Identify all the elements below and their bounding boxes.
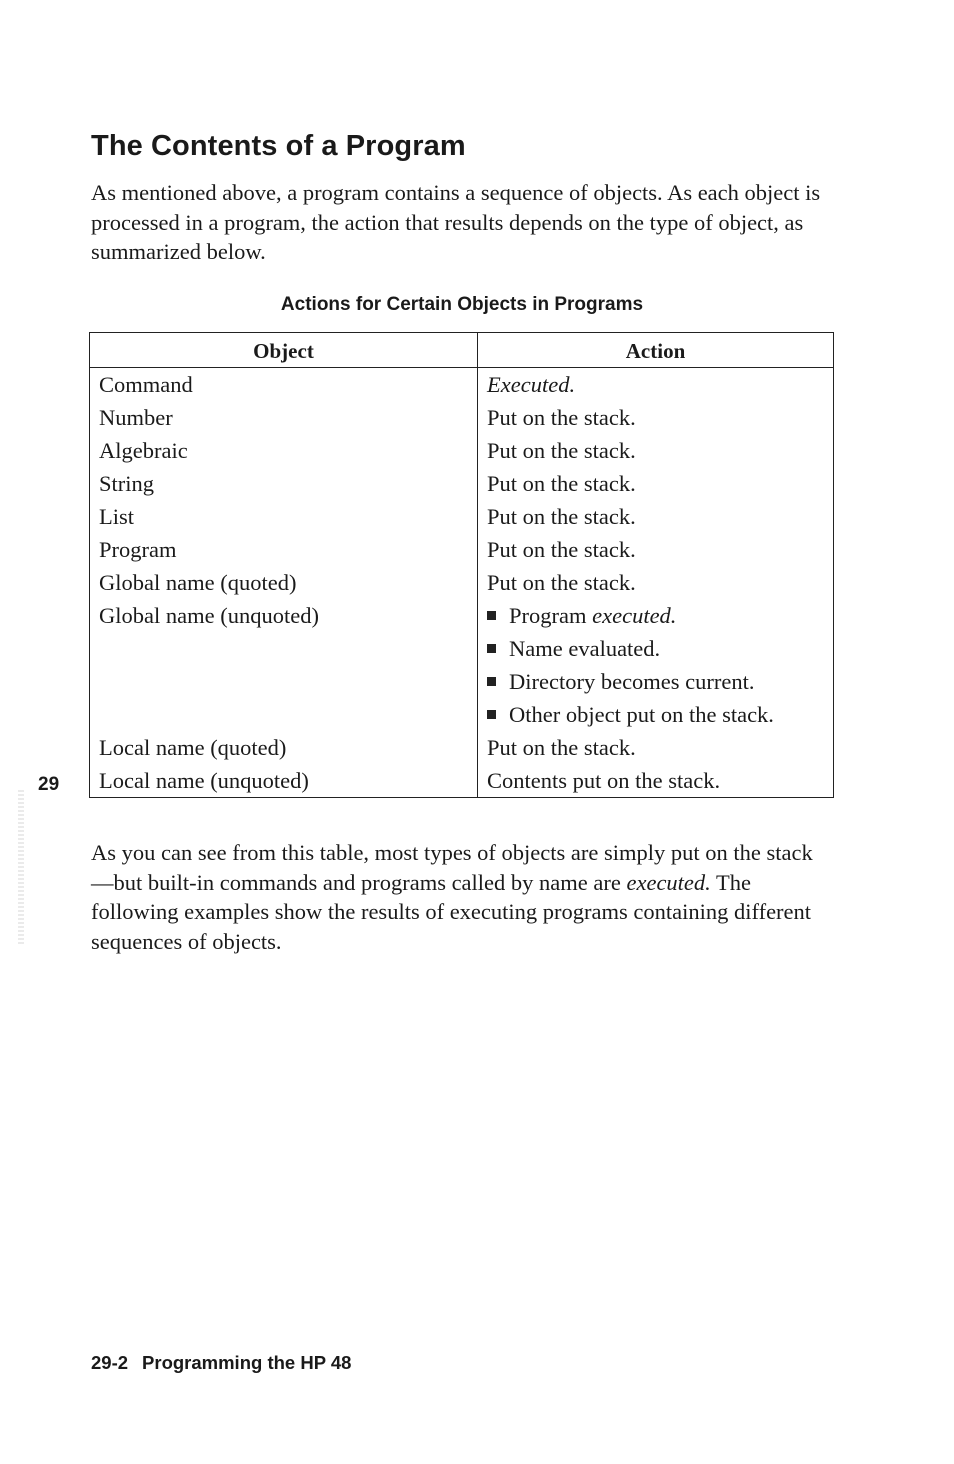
action-cell: Put on the stack. — [487, 405, 636, 430]
footer-page-number: 29-2 — [91, 1352, 129, 1373]
table-row — [90, 731, 834, 764]
closing-text-after: The following examples show the results of executing programs containing different sequences of objects. — [91, 869, 812, 954]
object-cell: Number — [90, 401, 478, 434]
table-header-row — [90, 333, 834, 368]
action-cell: Put on the stack. — [487, 471, 636, 496]
object-cell: Global name (unquoted) — [90, 599, 478, 731]
object-cell: List — [90, 500, 478, 533]
closing-paragraph — [91, 838, 831, 956]
page-edge-shading — [18, 790, 24, 945]
object-cell: Local name (quoted) — [90, 731, 478, 764]
table-row — [90, 533, 834, 566]
action-column-header: Action — [478, 333, 834, 368]
action-bullet-item — [487, 665, 825, 698]
square-bullet-icon — [487, 710, 496, 719]
footer-title: Programming the HP 48 — [142, 1352, 352, 1373]
intro-paragraph: As mentioned above, a program contains a sequence of objects. As each object is processed in a program, the action that results depends on the type of object, as summarized below. — [91, 180, 821, 264]
object-column-header: Object — [90, 333, 478, 368]
chapter-thumb-tab: 29 — [38, 774, 60, 795]
object-cell: Command — [90, 368, 478, 402]
action-bullet-text: Directory becomes current. — [509, 669, 755, 694]
action-cell: Put on the stack. — [487, 735, 636, 760]
action-bullet-item — [487, 698, 825, 731]
action-cell — [478, 368, 834, 402]
action-cell: Put on the stack. — [487, 537, 636, 562]
action-bullet-item — [487, 632, 825, 665]
table-caption: Actions for Certain Objects in Programs — [280, 294, 644, 315]
action-text: Executed. — [487, 372, 576, 397]
closing-italic: executed. — [626, 869, 711, 895]
table-row — [90, 434, 834, 467]
section-heading: The Contents of a Program — [91, 130, 466, 162]
actions-table — [89, 332, 834, 798]
action-bullet-italic: executed. — [592, 603, 677, 628]
action-bullet-text: Other object put on the stack. — [509, 702, 774, 727]
closing-text-before: As you can see from this table, most types of objects are simply put on the stack—but built-in commands and programs called by name are — [91, 840, 813, 895]
action-cell: Put on the stack. — [487, 570, 636, 595]
square-bullet-icon — [487, 677, 496, 686]
page-footer — [91, 1352, 351, 1374]
table-row — [90, 500, 834, 533]
object-cell: Program — [90, 533, 478, 566]
action-cell: Contents put on the stack. — [487, 768, 721, 793]
action-cell: Put on the stack. — [487, 504, 636, 529]
object-cell: Local name (unquoted) — [90, 764, 478, 798]
action-bullet-lead: Program — [509, 603, 587, 628]
table-row — [90, 764, 834, 798]
action-bullet-text: Name evaluated. — [509, 636, 661, 661]
table-row — [90, 368, 834, 402]
object-cell: Algebraic — [90, 434, 478, 467]
object-cell: Global name (quoted) — [90, 566, 478, 599]
table-row — [90, 401, 834, 434]
action-cell: Put on the stack. — [487, 438, 636, 463]
square-bullet-icon — [487, 644, 496, 653]
action-cell — [478, 599, 834, 731]
table-row — [90, 566, 834, 599]
table-row — [90, 467, 834, 500]
action-bullet-item — [487, 599, 825, 632]
object-cell: String — [90, 467, 478, 500]
table-row — [90, 599, 834, 731]
square-bullet-icon — [487, 611, 496, 620]
